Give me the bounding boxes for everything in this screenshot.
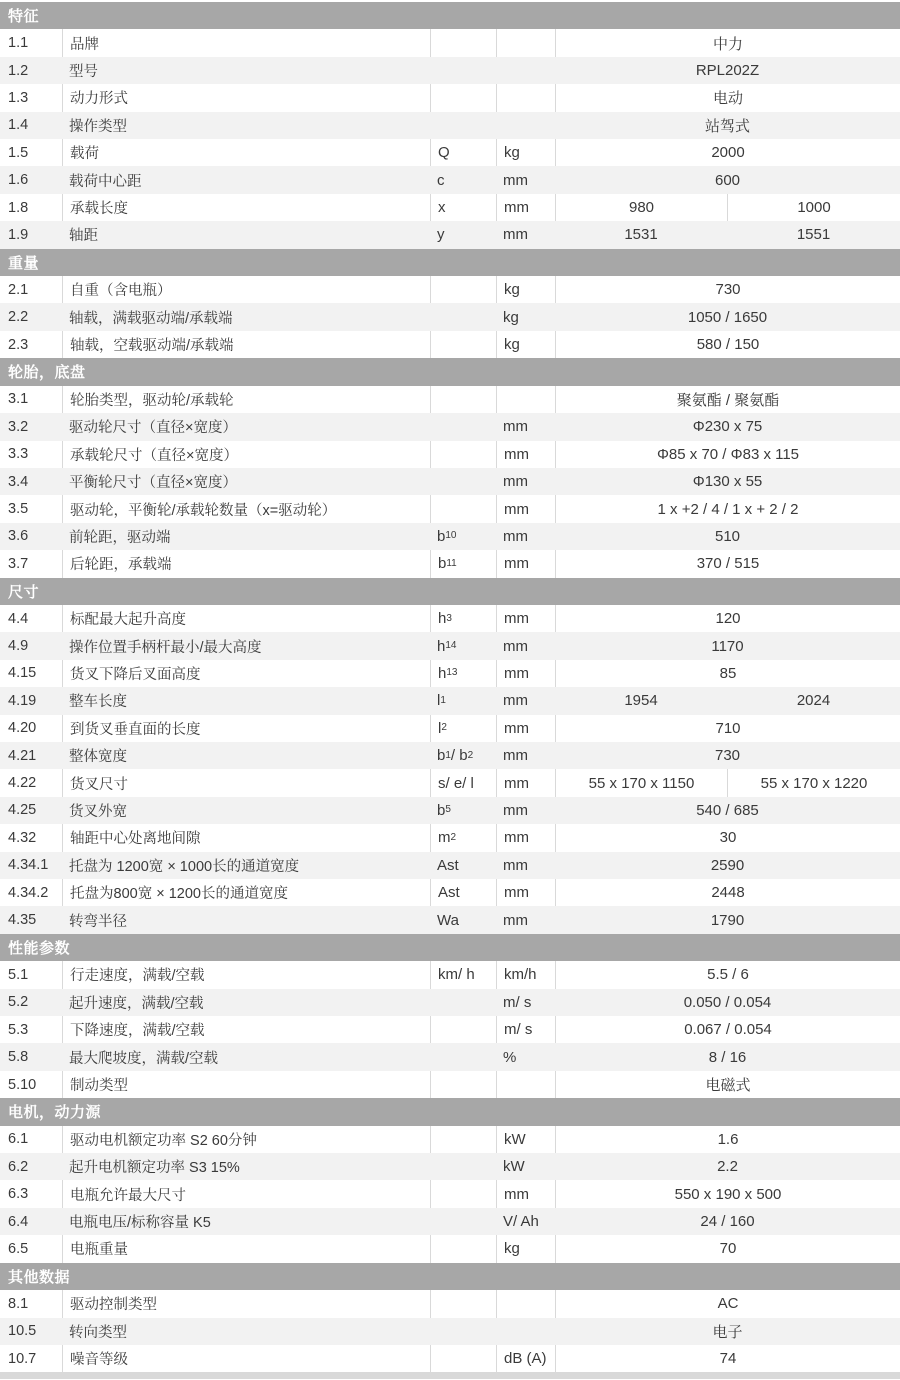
row-symbol xyxy=(430,1235,496,1262)
row-symbol: y xyxy=(437,226,445,244)
row-symbol xyxy=(430,989,496,1016)
row-index: 2.1 xyxy=(8,281,29,298)
row-index: 4.4 xyxy=(8,610,29,627)
row-unit: % xyxy=(503,1048,517,1066)
row-description: 驱动控制类型 xyxy=(62,1290,430,1317)
row-index: 8.1 xyxy=(8,1295,29,1312)
row-index: 5.3 xyxy=(8,1021,29,1038)
row-value: 510 xyxy=(714,527,741,545)
row-description: 前轮距，驱动端 xyxy=(69,529,171,546)
row-description: 电瓶电压/标称容量 K5 xyxy=(69,1215,211,1232)
row-index: 4.25 xyxy=(8,802,37,819)
row-description: 电瓶重量 xyxy=(62,1235,430,1262)
spec-row xyxy=(0,660,900,687)
row-symbol: b 5 xyxy=(437,801,451,819)
spec-row xyxy=(0,413,900,440)
spec-row xyxy=(0,523,900,550)
row-unit: mm xyxy=(503,171,528,189)
spec-row xyxy=(0,1180,900,1207)
row-index: 10.7 xyxy=(8,1350,37,1367)
row-unit: mm xyxy=(503,801,528,819)
row-description: 动力形式 xyxy=(62,84,430,111)
row-description: 品牌 xyxy=(62,29,430,56)
row-unit: m/ s xyxy=(496,1016,555,1043)
row-index: 6.4 xyxy=(8,1213,29,1230)
row-description: 到货叉垂直面的长度 xyxy=(62,715,430,742)
row-description: 型号 xyxy=(69,64,98,81)
row-unit: mm xyxy=(496,879,555,906)
row-value: 1790 xyxy=(710,911,745,929)
row-description: 货叉外宽 xyxy=(69,803,127,820)
spec-table xyxy=(0,2,900,1372)
row-symbol xyxy=(430,1153,496,1180)
row-symbol xyxy=(430,1345,496,1372)
row-unit: dB (A) xyxy=(496,1345,555,1372)
spec-row xyxy=(0,550,900,577)
spec-row xyxy=(0,441,900,468)
row-index: 3.1 xyxy=(8,391,29,408)
spec-row xyxy=(0,742,900,769)
row-value: 85 xyxy=(555,660,900,687)
row-description: 托盘为 1200宽 × 1000长的通道宽度 xyxy=(69,858,300,875)
row-value: RPL202Z xyxy=(695,62,760,80)
row-index: 3.6 xyxy=(8,528,29,545)
row-unit: mm xyxy=(496,194,555,221)
row-index: 1.9 xyxy=(8,226,29,243)
row-unit: kg xyxy=(496,1235,555,1262)
row-value: 2590 xyxy=(710,856,745,874)
row-unit: mm xyxy=(496,495,555,522)
row-value-1: 980 xyxy=(555,194,727,221)
row-description: 轴载，满载驱动端/承载端 xyxy=(69,310,233,327)
row-symbol xyxy=(430,1318,496,1345)
row-symbol: h 3 xyxy=(430,605,496,632)
spec-row xyxy=(0,386,900,413)
row-index: 4.9 xyxy=(8,638,29,655)
row-value: 1170 xyxy=(711,637,744,655)
row-value: 站驾式 xyxy=(704,117,750,135)
row-symbol: h 14 xyxy=(437,637,457,655)
row-index: 1.3 xyxy=(8,89,29,106)
row-symbol xyxy=(430,1180,496,1207)
spec-row xyxy=(0,194,900,221)
row-symbol xyxy=(430,1016,496,1043)
section-header: 其他数据 xyxy=(0,1263,900,1290)
spec-row xyxy=(0,1016,900,1043)
spec-row xyxy=(0,468,900,495)
row-description: 转弯半径 xyxy=(69,913,127,930)
row-index: 1.4 xyxy=(8,117,29,134)
row-description: 下降速度，满载/空载 xyxy=(62,1016,430,1043)
row-value: 8 / 16 xyxy=(708,1048,747,1066)
row-unit xyxy=(496,29,555,56)
row-symbol: h 13 xyxy=(430,660,496,687)
spec-row xyxy=(0,906,900,933)
row-index: 1.2 xyxy=(8,62,29,79)
row-index: 4.21 xyxy=(8,747,37,764)
row-description: 制动类型 xyxy=(62,1071,430,1098)
row-index: 6.3 xyxy=(8,1186,29,1203)
spec-row xyxy=(0,221,900,248)
row-description: 噪音等级 xyxy=(62,1345,430,1372)
row-index: 4.34.1 xyxy=(8,857,49,874)
spec-row xyxy=(0,1153,900,1180)
row-description: 标配最大起升高度 xyxy=(62,605,430,632)
row-index: 6.1 xyxy=(8,1131,29,1148)
row-unit: mm xyxy=(496,1180,555,1207)
section-header: 电机，动力源 xyxy=(0,1098,900,1125)
row-index: 1.1 xyxy=(8,35,29,52)
row-unit xyxy=(496,1071,555,1098)
spec-row xyxy=(0,852,900,879)
spec-row xyxy=(0,1318,900,1345)
row-symbol: Ast xyxy=(430,879,496,906)
row-index: 1.5 xyxy=(8,144,29,161)
spec-row xyxy=(0,1071,900,1098)
row-unit xyxy=(496,386,555,413)
spec-row xyxy=(0,112,900,139)
row-index: 3.7 xyxy=(8,555,29,572)
row-value: 0.050 / 0.054 xyxy=(683,993,772,1011)
row-symbol: Wa xyxy=(437,911,459,929)
row-unit: V/ Ah xyxy=(503,1213,539,1231)
spec-row xyxy=(0,769,900,796)
spec-row xyxy=(0,632,900,659)
row-unit: kg xyxy=(503,308,519,326)
row-symbol xyxy=(430,112,496,139)
row-symbol: Ast xyxy=(437,856,459,874)
row-symbol: x xyxy=(430,194,496,221)
row-unit: mm xyxy=(503,856,528,874)
row-value: 5.5 / 6 xyxy=(555,961,900,988)
row-unit: mm xyxy=(503,527,528,545)
spec-row xyxy=(0,84,900,111)
row-unit xyxy=(496,1318,555,1345)
row-description: 货叉尺寸 xyxy=(62,769,430,796)
spec-row xyxy=(0,331,900,358)
row-symbol xyxy=(430,331,496,358)
row-value: 中力 xyxy=(555,29,900,56)
spec-row xyxy=(0,276,900,303)
row-description: 货叉下降后叉面高度 xyxy=(62,660,430,687)
row-symbol: Q xyxy=(430,139,496,166)
spec-row xyxy=(0,139,900,166)
row-unit: mm xyxy=(503,911,528,929)
row-unit xyxy=(496,112,555,139)
spec-row xyxy=(0,1208,900,1235)
row-index: 3.4 xyxy=(8,473,29,490)
row-description: 平衡轮尺寸（直径×宽度） xyxy=(69,475,237,492)
row-index: 4.34.2 xyxy=(8,884,49,901)
row-symbol: l 2 xyxy=(430,715,496,742)
row-value: 1050 / 1650 xyxy=(687,308,768,326)
row-value: 电磁式 xyxy=(555,1071,900,1098)
row-symbol: km/ h xyxy=(430,961,496,988)
row-unit: kg xyxy=(496,276,555,303)
spec-row xyxy=(0,879,900,906)
row-unit: mm xyxy=(496,824,555,851)
row-value-2: 55 x 170 x 1220 xyxy=(727,769,900,796)
row-symbol xyxy=(430,29,496,56)
row-symbol xyxy=(430,57,496,84)
spec-row xyxy=(0,961,900,988)
row-symbol: b 11 xyxy=(430,550,496,577)
spec-row xyxy=(0,1345,900,1372)
row-index: 5.10 xyxy=(8,1076,37,1093)
section-header: 尺寸 xyxy=(0,578,900,605)
row-symbol: s/ e/ l xyxy=(430,769,496,796)
row-value: 1.6 xyxy=(555,1126,900,1153)
row-value: 74 xyxy=(555,1345,900,1372)
row-description: 自重（含电瓶） xyxy=(62,276,430,303)
row-value: 电子 xyxy=(712,1323,743,1341)
row-index: 6.5 xyxy=(8,1240,29,1257)
row-value: 710 xyxy=(555,715,900,742)
spec-row xyxy=(0,605,900,632)
row-value-2: 2024 xyxy=(796,692,831,710)
row-index: 5.2 xyxy=(8,994,29,1011)
row-description: 驱动轮尺寸（直径×宽度） xyxy=(69,420,237,437)
row-symbol xyxy=(430,276,496,303)
row-value: 730 xyxy=(555,276,900,303)
row-description: 转向类型 xyxy=(69,1324,127,1341)
row-symbol xyxy=(430,386,496,413)
row-description: 整体宽度 xyxy=(69,749,127,766)
row-symbol xyxy=(430,413,496,440)
row-symbol xyxy=(430,303,496,330)
row-symbol xyxy=(430,1043,496,1070)
row-unit: km/h xyxy=(496,961,555,988)
bottom-strip xyxy=(0,1372,900,1379)
row-index: 4.32 xyxy=(8,829,37,846)
spec-row xyxy=(0,989,900,1016)
row-description: 轮胎类型，驱动轮/承载轮 xyxy=(62,386,430,413)
row-description: 行走速度，满载/空载 xyxy=(62,961,430,988)
spec-row xyxy=(0,29,900,56)
row-unit xyxy=(496,57,555,84)
row-value-1: 1954 xyxy=(624,692,658,710)
row-symbol xyxy=(430,1071,496,1098)
row-description: 载荷 xyxy=(62,139,430,166)
row-description: 驱动电机额定功率 S2 60分钟 xyxy=(62,1126,430,1153)
row-index: 5.8 xyxy=(8,1049,29,1066)
row-value-1: 1531 xyxy=(624,226,658,244)
row-description: 整车长度 xyxy=(69,694,127,711)
row-value: 730 xyxy=(714,747,741,765)
row-unit: mm xyxy=(496,660,555,687)
row-index: 5.1 xyxy=(8,966,29,983)
row-description: 起升电机额定功率 S3 15% xyxy=(69,1160,240,1177)
spec-row xyxy=(0,1043,900,1070)
spec-row xyxy=(0,303,900,330)
row-symbol: c xyxy=(437,171,445,189)
spec-row xyxy=(0,687,900,714)
row-value: 1 x +2 / 4 / 1 x + 2 / 2 xyxy=(555,495,900,522)
row-description: 轴载，空载驱动端/承载端 xyxy=(62,331,430,358)
row-value: 550 x 190 x 500 xyxy=(555,1180,900,1207)
row-symbol xyxy=(430,1208,496,1235)
row-description: 起升速度，满载/空载 xyxy=(69,995,204,1012)
spec-row xyxy=(0,1290,900,1317)
spec-row xyxy=(0,824,900,851)
spec-row xyxy=(0,797,900,824)
row-description: 电瓶允许最大尺寸 xyxy=(62,1180,430,1207)
row-unit: mm xyxy=(503,226,528,244)
row-value: 600 xyxy=(714,171,741,189)
row-description: 承载长度 xyxy=(62,194,430,221)
row-unit: kW xyxy=(496,1126,555,1153)
row-unit xyxy=(496,84,555,111)
row-index: 2.2 xyxy=(8,309,29,326)
section-header: 重量 xyxy=(0,249,900,276)
row-value: 70 xyxy=(555,1235,900,1262)
row-unit: m/ s xyxy=(503,993,532,1011)
row-description: 承载轮尺寸（直径×宽度） xyxy=(62,441,430,468)
row-description: 托盘为800宽 × 1200长的通道宽度 xyxy=(62,879,430,906)
row-description: 轴距中心处离地间隙 xyxy=(62,824,430,851)
row-value-1: 55 x 170 x 1150 xyxy=(555,769,727,796)
row-symbol: b 1 / b 2 xyxy=(437,747,474,765)
row-unit: kg xyxy=(496,139,555,166)
row-description: 轴距 xyxy=(69,228,98,245)
row-index: 1.8 xyxy=(8,199,29,216)
row-index: 3.2 xyxy=(8,418,29,435)
row-index: 3.5 xyxy=(8,501,29,518)
row-value: 370 / 515 xyxy=(555,550,900,577)
row-value: 2.2 xyxy=(717,1158,738,1176)
row-symbol xyxy=(430,441,496,468)
row-unit: mm xyxy=(496,550,555,577)
row-value: Φ85 x 70 / Φ83 x 115 xyxy=(555,441,900,468)
row-unit: mm xyxy=(496,441,555,468)
row-unit: mm xyxy=(503,637,528,655)
row-value: 2000 xyxy=(555,139,900,166)
row-unit: kg xyxy=(496,331,555,358)
spec-row xyxy=(0,1126,900,1153)
row-index: 4.20 xyxy=(8,720,37,737)
row-index: 2.3 xyxy=(8,336,29,353)
row-index: 4.19 xyxy=(8,692,37,709)
row-value: 聚氨酯 / 聚氨酯 xyxy=(555,386,900,413)
row-unit: mm xyxy=(496,769,555,796)
row-value: 580 / 150 xyxy=(555,331,900,358)
row-index: 4.22 xyxy=(8,775,37,792)
row-symbol: l 1 xyxy=(437,692,446,710)
row-index: 4.15 xyxy=(8,665,37,682)
row-symbol xyxy=(430,84,496,111)
row-value: 540 / 685 xyxy=(696,801,759,819)
row-symbol: b 10 xyxy=(437,527,457,545)
row-value: 30 xyxy=(555,824,900,851)
row-unit: mm xyxy=(503,747,528,765)
row-unit: mm xyxy=(503,418,528,436)
spec-row xyxy=(0,57,900,84)
row-value-2: 1000 xyxy=(727,194,900,221)
row-index: 6.2 xyxy=(8,1158,29,1175)
row-symbol xyxy=(430,1290,496,1317)
row-description: 驱动轮，平衡轮/承载轮数量（x=驱动轮） xyxy=(62,495,430,522)
row-unit: mm xyxy=(503,692,528,710)
section-header: 特征 xyxy=(0,2,900,29)
spec-row xyxy=(0,166,900,193)
row-description: 最大爬坡度，满载/空载 xyxy=(69,1050,219,1067)
row-description: 操作位置手柄杆最小/最大高度 xyxy=(69,639,262,656)
section-header: 性能参数 xyxy=(0,934,900,961)
row-value: 电动 xyxy=(555,84,900,111)
row-index: 4.35 xyxy=(8,912,37,929)
row-symbol: m 2 xyxy=(430,824,496,851)
row-unit: mm xyxy=(496,715,555,742)
row-value: 120 xyxy=(555,605,900,632)
row-value: Φ230 x 75 xyxy=(692,418,763,436)
row-value: 24 / 160 xyxy=(700,1213,755,1231)
row-value: 2448 xyxy=(555,879,900,906)
spec-row xyxy=(0,715,900,742)
row-description: 载荷中心距 xyxy=(69,173,142,190)
row-unit: mm xyxy=(503,473,528,491)
row-value: AC xyxy=(555,1290,900,1317)
spec-row xyxy=(0,495,900,522)
row-symbol xyxy=(430,495,496,522)
row-unit xyxy=(496,1290,555,1317)
row-value: 0.067 / 0.054 xyxy=(555,1016,900,1043)
spec-row xyxy=(0,1235,900,1262)
row-index: 3.3 xyxy=(8,446,29,463)
row-index: 1.6 xyxy=(8,172,29,189)
row-description: 后轮距，承载端 xyxy=(62,550,430,577)
row-unit: kW xyxy=(503,1158,525,1176)
row-value: Φ130 x 55 xyxy=(692,473,763,491)
row-symbol xyxy=(430,468,496,495)
row-symbol xyxy=(430,1126,496,1153)
section-header: 轮胎，底盘 xyxy=(0,358,900,385)
row-value-2: 1551 xyxy=(796,226,831,244)
row-unit: mm xyxy=(496,605,555,632)
row-index: 10.5 xyxy=(8,1323,37,1340)
row-description: 操作类型 xyxy=(69,118,127,135)
